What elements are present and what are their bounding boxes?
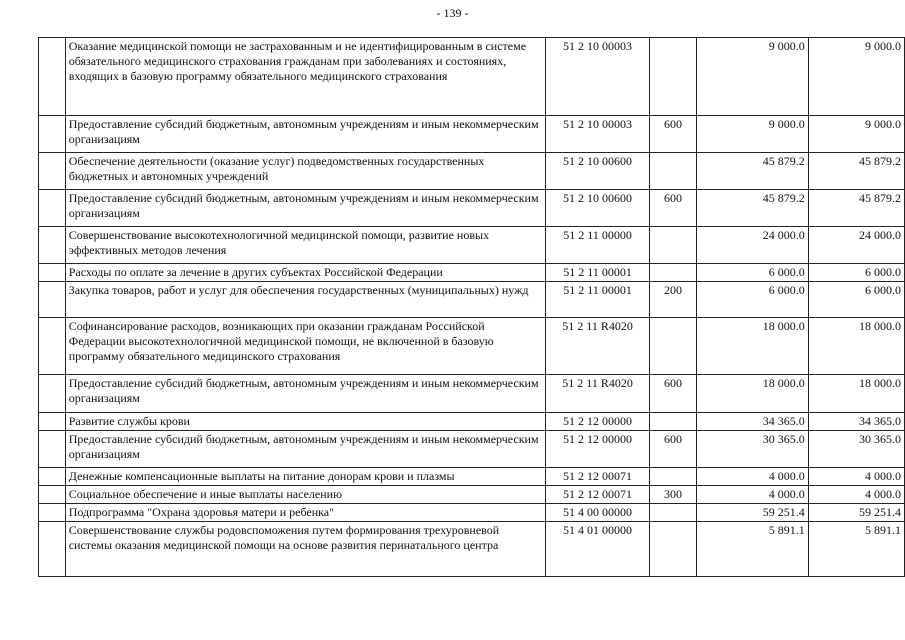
target-article-code-cell: 51 2 11 R4020 [545,318,649,375]
row-index-cell [39,413,66,431]
amount-cell-1: 59 251.4 [696,504,808,522]
expense-name-cell: Предоставление субсидий бюджетным, автономным учреждениям и иным некоммерческим организациям [65,190,545,227]
row-index-cell [39,504,66,522]
amount-cell-2: 9 000.0 [808,38,904,116]
amount-cell-1: 4 000.0 [696,486,808,504]
expense-type-cell [650,318,697,375]
expense-type-cell [650,413,697,431]
target-article-code-cell: 51 4 01 00000 [545,522,649,577]
budget-table [38,37,905,577]
amount-cell-2: 4 000.0 [808,486,904,504]
expense-type-cell: 600 [650,190,697,227]
table-row [39,413,905,431]
amount-cell-1: 34 365.0 [696,413,808,431]
amount-cell-1: 9 000.0 [696,38,808,116]
expense-name-cell: Социальное обеспечение и иные выплаты населению [65,486,545,504]
target-article-code-cell: 51 2 12 00000 [545,413,649,431]
amount-cell-2: 9 000.0 [808,116,904,153]
target-article-code-cell: 51 2 12 00071 [545,468,649,486]
amount-cell-1: 9 000.0 [696,116,808,153]
target-article-code-cell: 51 2 10 00003 [545,116,649,153]
expense-name-cell: Развитие службы крови [65,413,545,431]
target-article-code-cell: 51 2 10 00600 [545,190,649,227]
table-row [39,282,905,318]
expense-type-cell: 600 [650,431,697,468]
amount-cell-1: 18 000.0 [696,318,808,375]
row-index-cell [39,468,66,486]
amount-cell-2: 18 000.0 [808,318,904,375]
amount-cell-2: 59 251.4 [808,504,904,522]
table-row [39,153,905,190]
amount-cell-1: 6 000.0 [696,264,808,282]
expense-name-cell: Совершенствование высокотехнологичной медицинской помощи, развитие новых эффективных методов лечения [65,227,545,264]
amount-cell-2: 4 000.0 [808,468,904,486]
row-index-cell [39,375,66,413]
expense-type-cell [650,504,697,522]
expense-type-cell [650,227,697,264]
amount-cell-2: 5 891.1 [808,522,904,577]
page-number: - 139 - [436,6,469,20]
amount-cell-2: 6 000.0 [808,264,904,282]
amount-cell-1: 45 879.2 [696,153,808,190]
amount-cell-2: 18 000.0 [808,375,904,413]
expense-name-cell: Совершенствование службы родовспоможения путем формирования трехуровневой системы оказания медицинской помощи на основе развития перинатального центра [65,522,545,577]
row-index-cell [39,318,66,375]
expense-type-cell [650,522,697,577]
expense-name-cell: Закупка товаров, работ и услуг для обеспечения государственных (муниципальных) нужд [65,282,545,318]
expense-name-cell: Денежные компенсационные выплаты на питание донорам крови и плазмы [65,468,545,486]
amount-cell-2: 24 000.0 [808,227,904,264]
expense-type-cell: 300 [650,486,697,504]
target-article-code-cell: 51 2 11 00001 [545,264,649,282]
expense-name-cell: Предоставление субсидий бюджетным, автономным учреждениям и иным некоммерческим организациям [65,375,545,413]
expense-name-cell: Софинансирование расходов, возникающих при оказании гражданам Российской Федерации высокотехнологичной медицинской помощи, не включенной в базовую программу обязательного медицинского страхования [65,318,545,375]
row-index-cell [39,153,66,190]
row-index-cell [39,116,66,153]
table-row [39,116,905,153]
target-article-code-cell: 51 2 11 R4020 [545,375,649,413]
expense-name-cell: Предоставление субсидий бюджетным, автономным учреждениям и иным некоммерческим организациям [65,116,545,153]
table-row [39,522,905,577]
expense-name-cell: Расходы по оплате за лечение в других субъектах Российской Федерации [65,264,545,282]
row-index-cell [39,486,66,504]
amount-cell-1: 5 891.1 [696,522,808,577]
target-article-code-cell: 51 2 10 00600 [545,153,649,190]
amount-cell-2: 6 000.0 [808,282,904,318]
expense-name-cell: Предоставление субсидий бюджетным, автономным учреждениям и иным некоммерческим организациям [65,431,545,468]
table-row [39,190,905,227]
expense-type-cell [650,38,697,116]
target-article-code-cell: 51 2 11 00000 [545,227,649,264]
expense-type-cell: 200 [650,282,697,318]
row-index-cell [39,431,66,468]
table-row [39,375,905,413]
expense-type-cell [650,468,697,486]
table-row [39,431,905,468]
amount-cell-1: 24 000.0 [696,227,808,264]
amount-cell-1: 30 365.0 [696,431,808,468]
expense-type-cell: 600 [650,116,697,153]
amount-cell-1: 4 000.0 [696,468,808,486]
target-article-code-cell: 51 2 12 00071 [545,486,649,504]
amount-cell-2: 45 879.2 [808,153,904,190]
expense-name-cell: Подпрограмма "Охрана здоровья матери и ребенка" [65,504,545,522]
target-article-code-cell: 51 2 11 00001 [545,282,649,318]
expense-name-cell: Оказание медицинской помощи не застрахованным и не идентифицированным в системе обязательного медицинского страхования гражданам при заболеваниях и состояниях, входящих в базовую программу обязательного медицинского страхования [65,38,545,116]
row-index-cell [39,38,66,116]
row-index-cell [39,282,66,318]
target-article-code-cell: 51 4 00 00000 [545,504,649,522]
table-row [39,486,905,504]
table-row [39,38,905,116]
amount-cell-1: 6 000.0 [696,282,808,318]
amount-cell-2: 45 879.2 [808,190,904,227]
expense-type-cell: 600 [650,375,697,413]
row-index-cell [39,190,66,227]
expense-name-cell: Обеспечение деятельности (оказание услуг) подведомственных государственных бюджетных и автономных учреждений [65,153,545,190]
row-index-cell [39,264,66,282]
table-row [39,504,905,522]
row-index-cell [39,227,66,264]
row-index-cell [39,522,66,577]
expense-type-cell [650,153,697,190]
expense-type-cell [650,264,697,282]
target-article-code-cell: 51 2 12 00000 [545,431,649,468]
table-row [39,468,905,486]
table-row [39,264,905,282]
amount-cell-1: 18 000.0 [696,375,808,413]
table-row [39,318,905,375]
amount-cell-2: 34 365.0 [808,413,904,431]
table-row [39,227,905,264]
amount-cell-2: 30 365.0 [808,431,904,468]
amount-cell-1: 45 879.2 [696,190,808,227]
target-article-code-cell: 51 2 10 00003 [545,38,649,116]
